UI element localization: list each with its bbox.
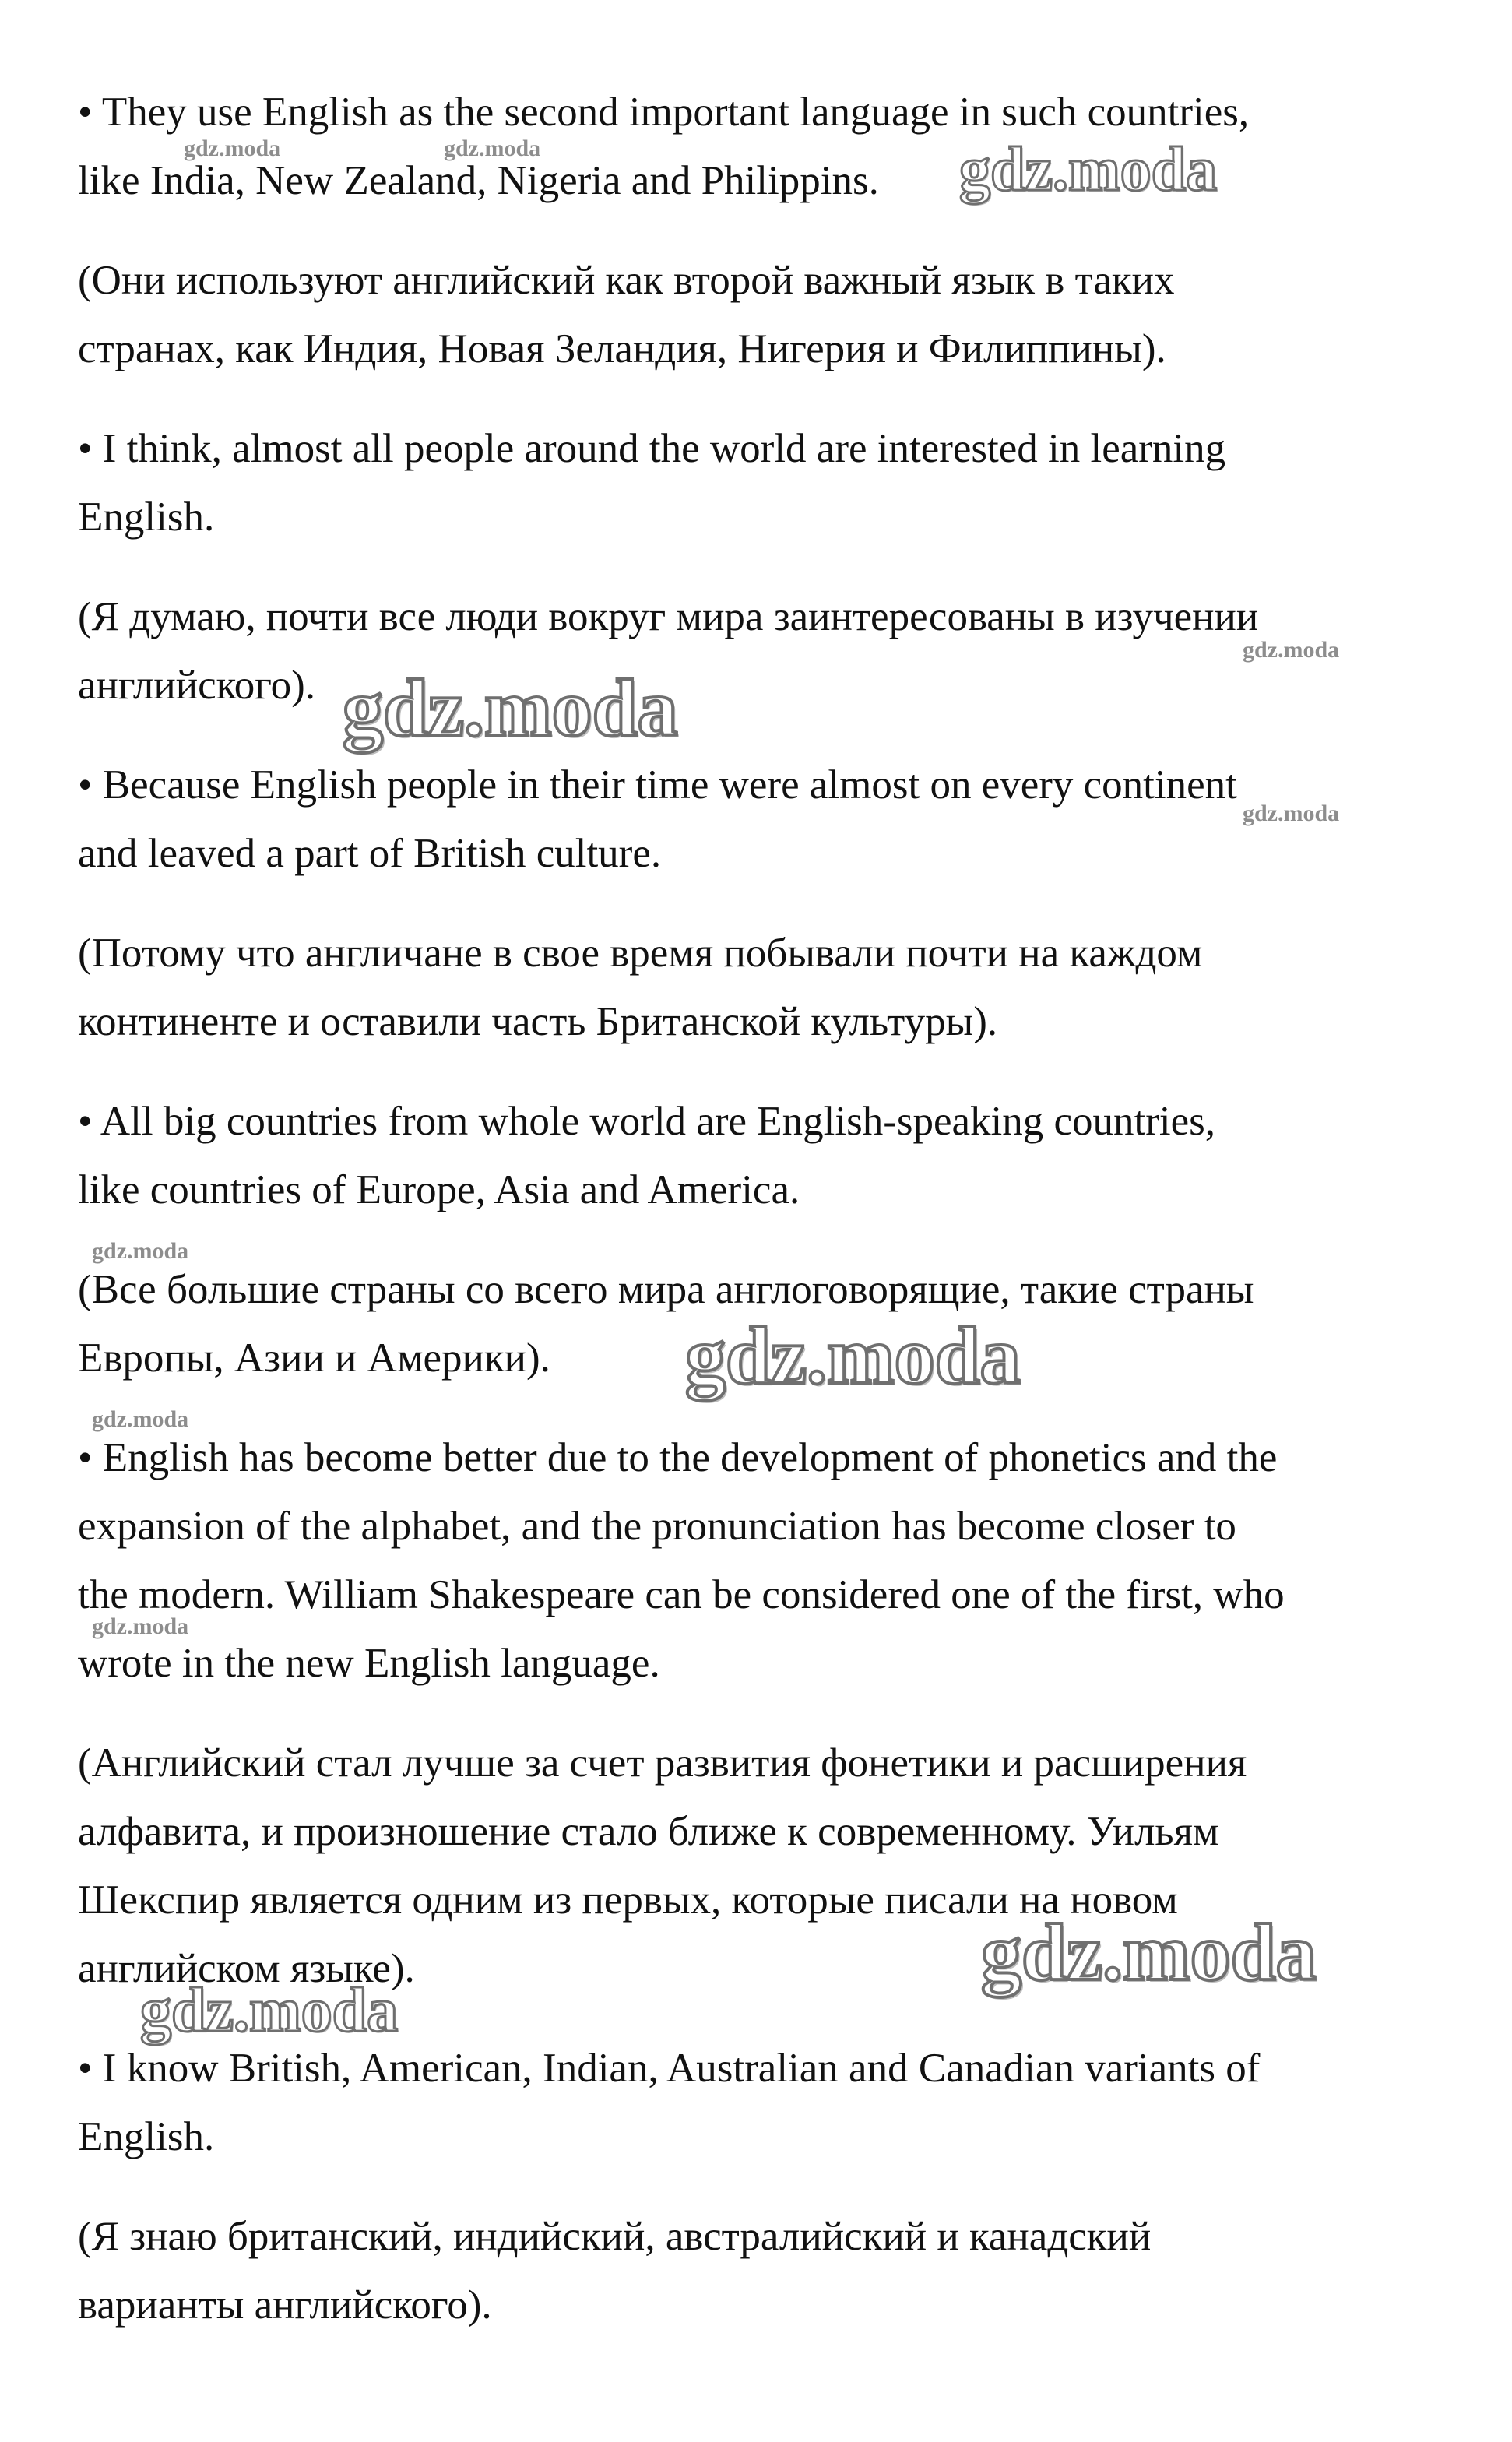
watermark: gdz.moda (981, 1908, 1317, 1997)
paragraph-1-line-2: like India, New Zealand, Nigeria and Philippins. (78, 158, 879, 203)
watermark: gdz.moda (959, 135, 1218, 204)
paragraph-3-line-2: English. (78, 494, 215, 540)
paragraph-5-line-1: • Because English people in their time were almost on every continent (78, 762, 1237, 808)
watermark: gdz.moda (92, 1238, 189, 1264)
paragraph-6-line-1: (Потому что англичане в свое время побывали почти на каждом (78, 931, 1203, 976)
watermark: gdz.moda (140, 1976, 399, 2045)
paragraph-10-line-3: Шекспир является одним из первых, которые писали на новом (78, 1877, 1178, 1923)
watermark: gdz.moda (92, 1613, 189, 1639)
paragraph-9-line-2: expansion of the alphabet, and the pronunciation has become closer to (78, 1504, 1236, 1549)
watermark: gdz.moda (685, 1311, 1021, 1401)
paragraph-9-line-3: the modern. William Shakespeare can be considered one of the first, who (78, 1572, 1285, 1617)
paragraph-2-line-1: (Они используют английский как второй важный язык в таких (78, 258, 1175, 303)
paragraph-4-line-2: английского). (78, 663, 316, 708)
paragraph-11-line-2: English. (78, 2114, 215, 2159)
watermark: gdz.moda (184, 135, 281, 161)
watermark: gdz.moda (92, 1406, 189, 1432)
paragraph-12-line-2: варианты английского). (78, 2282, 492, 2328)
paragraph-1-line-1: • They use English as the second important language in such countries, (78, 90, 1250, 135)
paragraph-5-line-2: and leaved a part of British culture. (78, 831, 662, 876)
paragraph-10-line-4: английском языке). (78, 1946, 415, 1991)
paragraph-9-line-4: wrote in the new English language. (78, 1641, 660, 1686)
paragraph-10-line-2: алфавита, и произношение стало ближе к современному. Уильям (78, 1809, 1219, 1854)
watermark: gdz.moda (1243, 801, 1340, 826)
paragraph-11-line-1: • I know British, American, Indian, Australian and Canadian variants of (78, 2046, 1261, 2091)
paragraph-8-line-1: (Все большие страны со всего мира англоговорящие, такие страны (78, 1267, 1254, 1312)
paragraph-6-line-2: континенте и оставили часть Британской культуры). (78, 999, 998, 1044)
paragraph-9-line-1: • English has become better due to the development of phonetics and the (78, 1435, 1278, 1480)
paragraph-10-line-1: (Английский стал лучше за счет развития фонетики и расширения (78, 1740, 1247, 1786)
paragraph-4-line-1: (Я думаю, почти все люди вокруг мира заинтересованы в изучении (78, 594, 1259, 639)
watermark: gdz.moda (343, 663, 678, 753)
paragraph-2-line-2: странах, как Индия, Новая Зеландия, Нигерия и Филиппины). (78, 326, 1166, 371)
paragraph-8-line-2: Европы, Азии и Америки). (78, 1335, 550, 1381)
paragraph-7-line-1: • All big countries from whole world are English-speaking countries, (78, 1099, 1216, 1144)
paragraph-3-line-1: • I think, almost all people around the world are interested in learning (78, 426, 1226, 471)
paragraph-7-line-2: like countries of Europe, Asia and America. (78, 1167, 800, 1212)
watermark: gdz.moda (1243, 637, 1340, 663)
watermark: gdz.moda (444, 135, 541, 161)
paragraph-12-line-1: (Я знаю британский, индийский, австралийский и канадский (78, 2214, 1152, 2259)
